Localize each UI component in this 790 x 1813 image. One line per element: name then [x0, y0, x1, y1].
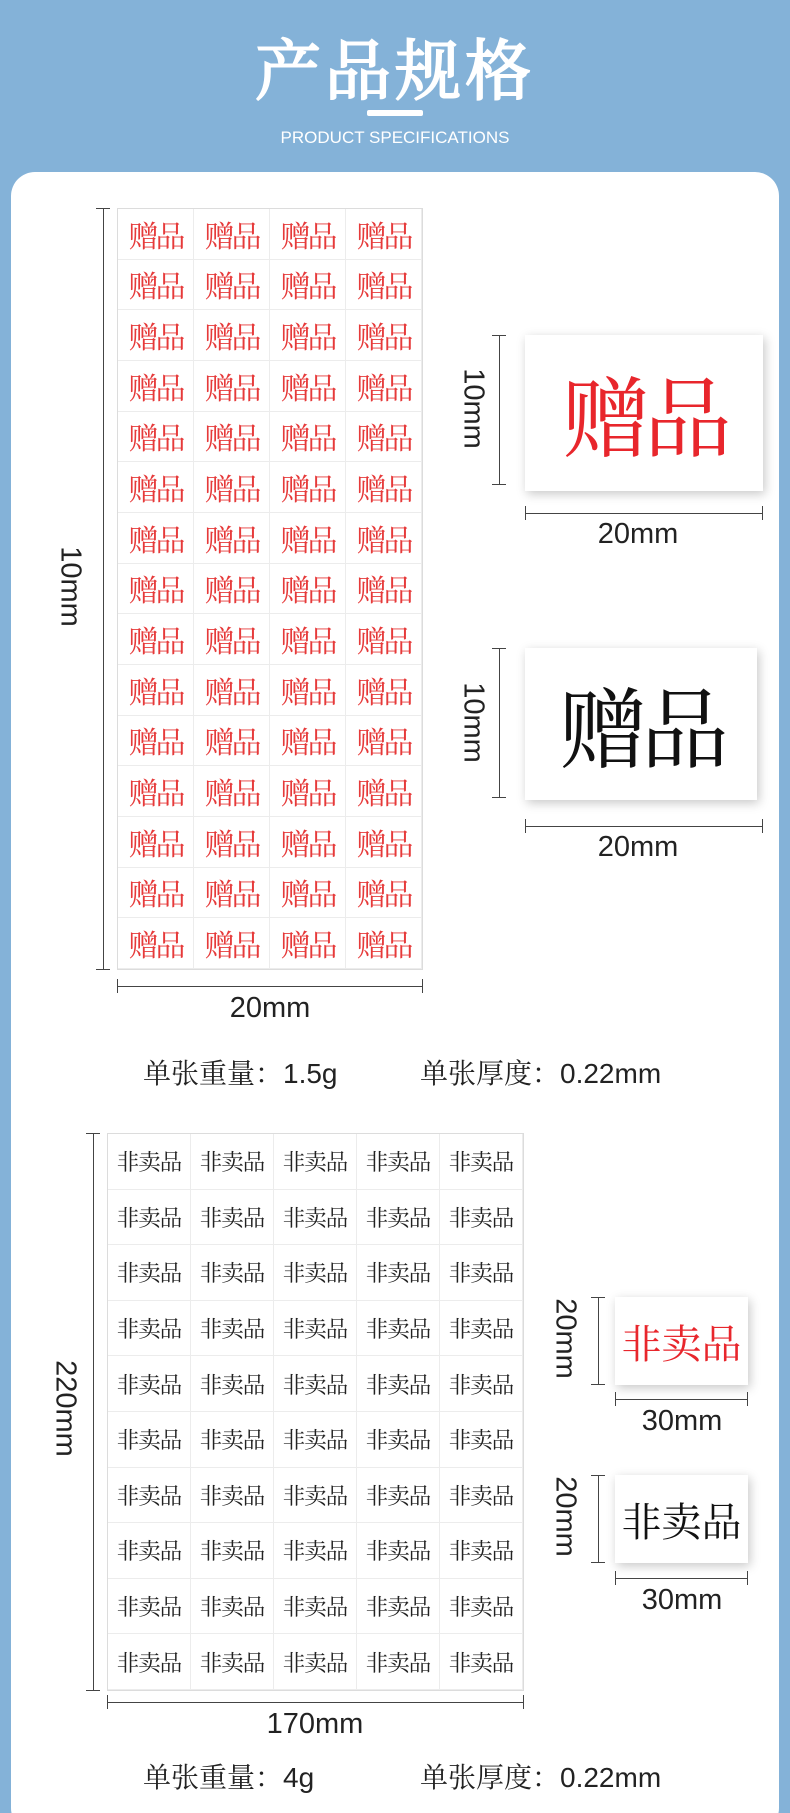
- sticker-cell: 赠品: [346, 260, 422, 311]
- sticker-cell: 赠品: [346, 209, 422, 260]
- page-title: 产品规格: [255, 33, 535, 110]
- sticker-cell: 非卖品: [191, 1579, 274, 1635]
- sticker-cell: 赠品: [118, 716, 194, 767]
- sticker-cell: 非卖品: [191, 1134, 274, 1190]
- sticker-cell: 赠品: [118, 766, 194, 817]
- sample4-width-cap-left: [615, 1571, 616, 1585]
- sticker-cell: 非卖品: [191, 1301, 274, 1357]
- sticker-cell: 非卖品: [274, 1301, 357, 1357]
- sticker-cell: 非卖品: [357, 1634, 440, 1690]
- sticker-cell: 赠品: [270, 817, 346, 868]
- sample2-height-line: [499, 648, 500, 798]
- sticker-cell: 赠品: [346, 564, 422, 615]
- sticker-cell: 赠品: [346, 462, 422, 513]
- sticker-cell: 非卖品: [274, 1245, 357, 1301]
- sticker-cell: 非卖品: [357, 1190, 440, 1246]
- sheet2-thickness: 单张厚度：0.22mm: [420, 1762, 662, 1793]
- sample4-height-cap-top: [591, 1475, 605, 1476]
- sticker-cell: 非卖品: [108, 1356, 191, 1412]
- sample4-height-cap-bottom: [591, 1562, 605, 1563]
- sticker-cell: 赠品: [346, 614, 422, 665]
- sticker-cell: 非卖品: [191, 1634, 274, 1690]
- sticker-cell: 赠品: [118, 209, 194, 260]
- sheet1-width-label: 20mm: [229, 992, 311, 1024]
- sticker-cell: 非卖品: [274, 1468, 357, 1524]
- sticker-cell: 赠品: [346, 817, 422, 868]
- sticker-cell: 赠品: [270, 412, 346, 463]
- sticker-cell: 赠品: [346, 665, 422, 716]
- sample1-height-label: 10mm: [457, 368, 490, 449]
- sticker-cell: 非卖品: [440, 1579, 523, 1635]
- sticker-cell: 赠品: [194, 918, 270, 969]
- sticker-cell: 赠品: [270, 766, 346, 817]
- sample1-height-cap-top: [492, 335, 506, 336]
- sticker-cell: 赠品: [270, 868, 346, 919]
- sticker-cell: 非卖品: [191, 1245, 274, 1301]
- sheet2-width-cap-left: [107, 1695, 108, 1709]
- sticker-cell: 非卖品: [108, 1579, 191, 1635]
- sheet2-height-cap-top: [86, 1133, 100, 1134]
- sticker-cell: 赠品: [118, 918, 194, 969]
- sticker-cell: 非卖品: [274, 1190, 357, 1246]
- sticker-cell: 非卖品: [274, 1356, 357, 1412]
- sticker-cell: 赠品: [194, 564, 270, 615]
- sticker-cell: 非卖品: [357, 1134, 440, 1190]
- sample1-width-cap-left: [525, 506, 526, 520]
- sample3-width-cap-right: [747, 1392, 748, 1406]
- sticker-cell: 赠品: [270, 716, 346, 767]
- sticker-cell: 赠品: [346, 766, 422, 817]
- sample2-width-cap-right: [762, 819, 763, 833]
- sample4-height-line: [598, 1475, 599, 1563]
- sheet1-thickness: 单张厚度：0.22mm: [420, 1058, 662, 1089]
- sticker-cell: 赠品: [270, 665, 346, 716]
- sticker-cell: 赠品: [118, 614, 194, 665]
- sample3-width-cap-left: [615, 1392, 616, 1406]
- sticker-cell: 赠品: [194, 260, 270, 311]
- sample2-height-label: 10mm: [457, 682, 490, 763]
- sticker-cell: 赠品: [270, 310, 346, 361]
- sample4-width-label: 30mm: [641, 1584, 723, 1616]
- sheet2-height-cap-bottom: [86, 1690, 100, 1691]
- sticker-cell: 非卖品: [274, 1412, 357, 1468]
- sample2-width-line: [525, 826, 763, 827]
- sample-black-not-for-sale-sticker: 非卖品: [615, 1475, 748, 1563]
- sticker-cell: 非卖品: [357, 1356, 440, 1412]
- sticker-cell: 赠品: [118, 361, 194, 412]
- sticker-cell: 非卖品: [108, 1468, 191, 1524]
- sticker-cell: 非卖品: [440, 1634, 523, 1690]
- sticker-cell: 非卖品: [108, 1134, 191, 1190]
- sheet1-height-cap-bottom: [96, 969, 110, 970]
- sample4-height-label: 20mm: [549, 1476, 582, 1557]
- sheet2-weight: 单张重量：4g: [143, 1762, 315, 1793]
- sample-red-not-for-sale-sticker: 非卖品: [615, 1297, 748, 1385]
- sticker-cell: 非卖品: [357, 1468, 440, 1524]
- sample2-height-cap-top: [492, 648, 506, 649]
- sticker-cell: 赠品: [194, 817, 270, 868]
- sticker-cell: 非卖品: [108, 1634, 191, 1690]
- sticker-cell: 赠品: [270, 614, 346, 665]
- sticker-cell: 非卖品: [357, 1245, 440, 1301]
- sticker-cell: 非卖品: [191, 1356, 274, 1412]
- sticker-cell: 非卖品: [191, 1468, 274, 1524]
- sheet1-weight: 单张重量：1.5g: [143, 1058, 338, 1089]
- sticker-cell: 非卖品: [191, 1190, 274, 1246]
- sheet1-width-cap-left: [117, 979, 118, 993]
- sticker-cell: 赠品: [270, 260, 346, 311]
- sample3-height-cap-top: [591, 1297, 605, 1298]
- sticker-cell: 赠品: [194, 462, 270, 513]
- sticker-cell: 非卖品: [108, 1523, 191, 1579]
- sticker-cell: 非卖品: [108, 1190, 191, 1246]
- sheet1-height-label: 10mm: [54, 546, 87, 627]
- sticker-cell: 赠品: [118, 260, 194, 311]
- sticker-cell: 非卖品: [440, 1356, 523, 1412]
- sticker-cell: 赠品: [346, 868, 422, 919]
- sticker-cell: 赠品: [270, 564, 346, 615]
- sticker-cell: 非卖品: [191, 1412, 274, 1468]
- sheet2-width-line: [107, 1702, 524, 1703]
- sticker-cell: 赠品: [118, 513, 194, 564]
- sticker-cell: 赠品: [194, 614, 270, 665]
- sticker-cell: 赠品: [346, 361, 422, 412]
- sticker-cell: 非卖品: [440, 1245, 523, 1301]
- sheet1-height-line: [103, 208, 104, 970]
- sample1-width-line: [525, 513, 763, 514]
- sample4-width-cap-right: [747, 1571, 748, 1585]
- sticker-cell: 赠品: [194, 766, 270, 817]
- sample1-height-line: [499, 335, 500, 485]
- sample2-width-cap-left: [525, 819, 526, 833]
- sticker-cell: 非卖品: [108, 1301, 191, 1357]
- sample2-width-label: 20mm: [597, 831, 679, 863]
- sticker-cell: 赠品: [194, 868, 270, 919]
- sticker-cell: 非卖品: [440, 1134, 523, 1190]
- sample3-width-label: 30mm: [641, 1405, 723, 1437]
- sample-red-gift-sticker: 赠品: [525, 335, 763, 491]
- sticker-cell: 赠品: [270, 209, 346, 260]
- sticker-cell: 赠品: [194, 716, 270, 767]
- sample2-height-cap-bottom: [492, 797, 506, 798]
- sticker-cell: 非卖品: [108, 1412, 191, 1468]
- sticker-cell: 非卖品: [191, 1523, 274, 1579]
- sticker-cell: 非卖品: [274, 1134, 357, 1190]
- sheet2-width-label: 170mm: [266, 1708, 364, 1740]
- sticker-cell: 赠品: [194, 513, 270, 564]
- sample-black-gift-sticker: 赠品: [525, 648, 757, 800]
- sheet2-height-line: [93, 1133, 94, 1691]
- sheet1-height-cap-top: [96, 208, 110, 209]
- sticker-cell: 赠品: [270, 513, 346, 564]
- sticker-cell: 非卖品: [108, 1245, 191, 1301]
- sticker-cell: 赠品: [118, 310, 194, 361]
- sheet2-width-cap-right: [523, 1695, 524, 1709]
- sheet1-width-cap-right: [422, 979, 423, 993]
- sticker-cell: 赠品: [346, 513, 422, 564]
- sticker-cell: 赠品: [270, 361, 346, 412]
- sticker-cell: 赠品: [194, 412, 270, 463]
- sticker-cell: 赠品: [118, 868, 194, 919]
- sticker-cell: 赠品: [194, 209, 270, 260]
- sheet1-width-line: [117, 986, 423, 987]
- sticker-cell: 赠品: [194, 310, 270, 361]
- sticker-cell: 非卖品: [274, 1579, 357, 1635]
- sticker-cell: 赠品: [270, 918, 346, 969]
- sticker-cell: 非卖品: [357, 1523, 440, 1579]
- gift-sticker-sheet: [117, 208, 423, 970]
- sample1-width-label: 20mm: [597, 518, 679, 550]
- sticker-cell: 非卖品: [357, 1579, 440, 1635]
- sample3-height-line: [598, 1297, 599, 1385]
- sticker-cell: 非卖品: [440, 1468, 523, 1524]
- sticker-cell: 赠品: [118, 412, 194, 463]
- sticker-cell: 非卖品: [357, 1301, 440, 1357]
- sticker-cell: 赠品: [194, 361, 270, 412]
- not-for-sale-sticker-sheet: [107, 1133, 524, 1691]
- sticker-cell: 赠品: [346, 412, 422, 463]
- sticker-cell: 非卖品: [274, 1634, 357, 1690]
- sample3-height-label: 20mm: [549, 1298, 582, 1379]
- sample4-width-line: [615, 1578, 748, 1579]
- sample3-height-cap-bottom: [591, 1384, 605, 1385]
- sample1-height-cap-bottom: [492, 484, 506, 485]
- sticker-cell: 非卖品: [440, 1523, 523, 1579]
- sticker-cell: 赠品: [118, 665, 194, 716]
- sticker-cell: 非卖品: [440, 1190, 523, 1246]
- sticker-cell: 非卖品: [440, 1412, 523, 1468]
- title-underline: [367, 110, 423, 116]
- sticker-cell: 赠品: [270, 462, 346, 513]
- sample1-width-cap-right: [762, 506, 763, 520]
- sample3-width-line: [615, 1399, 748, 1400]
- sticker-cell: 赠品: [118, 564, 194, 615]
- sticker-cell: 非卖品: [440, 1301, 523, 1357]
- sticker-cell: 赠品: [118, 462, 194, 513]
- sticker-cell: 非卖品: [357, 1412, 440, 1468]
- sticker-cell: 赠品: [346, 310, 422, 361]
- sheet2-height-label: 220mm: [49, 1360, 82, 1457]
- sticker-cell: 赠品: [118, 817, 194, 868]
- sticker-cell: 非卖品: [274, 1523, 357, 1579]
- sticker-cell: 赠品: [346, 918, 422, 969]
- page-subtitle: PRODUCT SPECIFICATIONS: [280, 128, 510, 147]
- sticker-cell: 赠品: [194, 665, 270, 716]
- sticker-cell: 赠品: [346, 716, 422, 767]
